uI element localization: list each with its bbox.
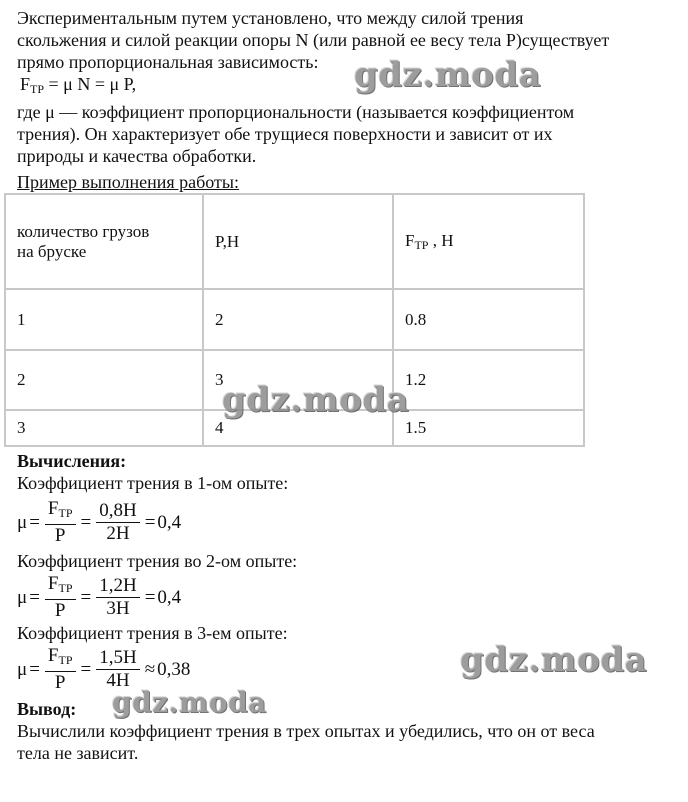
fraction-ftr-over-p bbox=[45, 574, 76, 621]
calc-result: 0,38 bbox=[157, 658, 191, 680]
relation-sign: = bbox=[144, 511, 156, 533]
law-f-subscript: TP bbox=[30, 82, 45, 96]
law-f-symbol: F bbox=[20, 74, 31, 94]
calc-2-label: Коэффициент трения во 2-ом опыте: bbox=[17, 551, 298, 571]
fraction-ftr-over-p bbox=[45, 646, 76, 693]
equals-sign: = bbox=[80, 658, 92, 680]
header-friction-sub: TP bbox=[414, 237, 429, 252]
header-load-count bbox=[5, 194, 203, 289]
mu-symbol: μ bbox=[17, 511, 28, 533]
intro-line-6: трения). Он характеризует обе трущиеся поверхности и зависит от их bbox=[17, 124, 553, 144]
header-load-count-line2: на бруске bbox=[17, 241, 87, 261]
relation-sign: ≈ bbox=[144, 658, 156, 680]
frac-f: F bbox=[47, 573, 59, 594]
watermark: gdz.moda bbox=[112, 686, 267, 719]
frac-f-sub: ТР bbox=[58, 506, 73, 520]
cell-count: 3 bbox=[5, 410, 203, 446]
conclusion-line-1: Вычислили коэффициент трения в трех опытах и убедились, что он от веса bbox=[17, 721, 595, 741]
frac-den-value: 3Н bbox=[106, 598, 130, 619]
cell-weight: 2 bbox=[203, 289, 393, 350]
calc-3-label: Коэффициент трения в 3-ем опыте: bbox=[17, 623, 288, 643]
frac-f-sub: ТР bbox=[58, 581, 73, 595]
fraction-ftr-over-p bbox=[45, 499, 76, 546]
intro-line-2: скольжения и силой реакции опоры N (или равной ее весу тела P)существует bbox=[17, 30, 610, 50]
header-load-count-line1: количество грузов bbox=[17, 221, 150, 241]
frac-den-value: 2Н bbox=[106, 523, 130, 544]
frac-num-value: 0,8Н bbox=[96, 501, 139, 523]
mu-symbol: μ bbox=[17, 658, 28, 680]
equals-sign: = bbox=[29, 586, 40, 608]
intro-line-7: природы и качества обработки. bbox=[17, 146, 257, 166]
calc-1-formula bbox=[17, 499, 181, 546]
frac-f-sub: ТР bbox=[58, 653, 73, 667]
calculations-heading: Вычисления: bbox=[17, 451, 127, 471]
frac-p: P bbox=[54, 600, 66, 621]
watermark: gdz.moda bbox=[222, 380, 410, 420]
frac-den-value: 4Н bbox=[106, 670, 130, 691]
example-heading: Пример выполнения работы: bbox=[17, 172, 240, 192]
fraction-values bbox=[96, 576, 139, 619]
table-header-row bbox=[5, 194, 584, 289]
mu-symbol: μ bbox=[17, 586, 28, 608]
frac-p: P bbox=[54, 672, 66, 693]
table-row bbox=[5, 289, 584, 350]
cell-weight: 3 bbox=[203, 350, 393, 410]
equals-sign: = bbox=[29, 658, 40, 680]
header-weight: P,H bbox=[203, 194, 393, 289]
cell-weight: 4 bbox=[203, 410, 393, 446]
header-friction-unit: , H bbox=[428, 230, 454, 250]
calc-1-label: Коэффициент трения в 1-ом опыте: bbox=[17, 473, 289, 493]
relation-sign: = bbox=[144, 586, 156, 608]
frac-f: F bbox=[47, 645, 59, 666]
equals-sign: = bbox=[80, 511, 92, 533]
frac-num-value: 1,5Н bbox=[96, 648, 139, 670]
intro-line-3: прямо пропорциональная зависимость: bbox=[17, 52, 319, 72]
frac-f: F bbox=[47, 498, 59, 519]
cell-count: 2 bbox=[5, 350, 203, 410]
intro-line-5: где μ — коэффициент пропорциональности (называется коэффициентом bbox=[17, 102, 575, 122]
cell-friction: 1.5 bbox=[393, 410, 584, 446]
calc-result: 0,4 bbox=[157, 511, 182, 533]
header-friction-f: F bbox=[405, 230, 415, 250]
intro-line-1: Экспериментальным путем установлено, что между силой трения bbox=[17, 8, 524, 28]
friction-law-formula bbox=[20, 73, 136, 100]
fraction-values bbox=[96, 501, 139, 544]
header-friction bbox=[393, 194, 584, 289]
fraction-values bbox=[96, 648, 139, 691]
conclusion-heading: Вывод: bbox=[17, 699, 77, 719]
calc-result: 0,4 bbox=[157, 586, 182, 608]
calc-2-formula bbox=[17, 574, 181, 621]
frac-p: P bbox=[54, 525, 66, 546]
law-rest: = μ N = μ P, bbox=[44, 74, 137, 94]
watermark: gdz.moda bbox=[460, 640, 648, 680]
cell-count: 1 bbox=[5, 289, 203, 350]
frac-num-value: 1,2Н bbox=[96, 576, 139, 598]
equals-sign: = bbox=[29, 511, 40, 533]
cell-friction: 1.2 bbox=[393, 350, 584, 410]
equals-sign: = bbox=[80, 586, 92, 608]
cell-friction: 0.8 bbox=[393, 289, 584, 350]
conclusion-line-2: тела не зависит. bbox=[17, 743, 139, 763]
watermark: gdz.moda bbox=[354, 55, 542, 95]
